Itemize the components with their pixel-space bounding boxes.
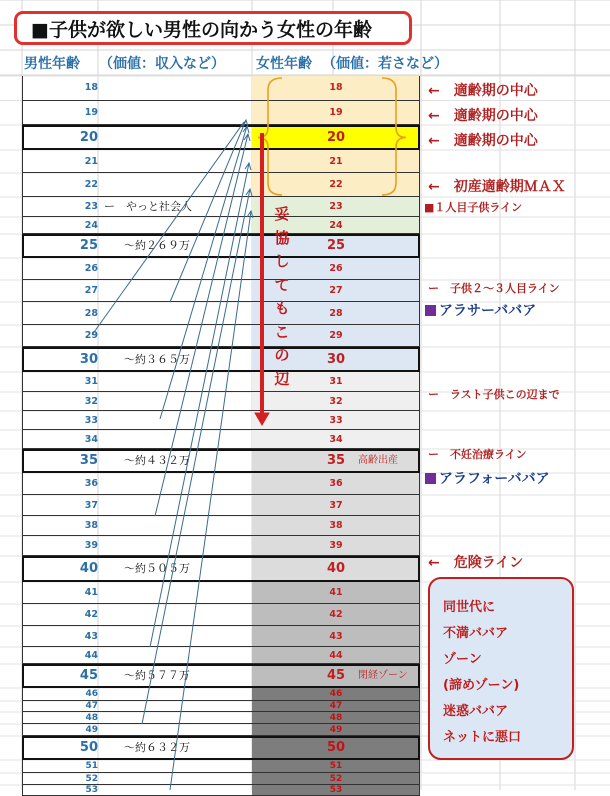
purple-square-icon: [425, 305, 436, 316]
female-age-cell: 18: [329, 82, 343, 93]
female-age-cell: 52: [329, 774, 343, 784]
female-age-cell: 35: [326, 453, 346, 468]
male-age-cell: 23: [84, 201, 98, 212]
female-age-cell: 37: [329, 500, 343, 511]
label-around30: アラサーババア: [425, 300, 536, 320]
box-line: (諦めゾーン): [443, 678, 520, 693]
female-age-cell: 29: [329, 330, 343, 341]
female-age-cell: 20: [326, 130, 346, 145]
female-age-cell: 21: [329, 156, 343, 167]
female-age-cell: 43: [329, 631, 343, 642]
male-age-cell: 26: [84, 263, 98, 274]
male-age-cell: 48: [85, 713, 98, 723]
female-age-cell: 53: [329, 785, 343, 795]
male-age-cell: 21: [84, 156, 98, 167]
female-age-cell: 41: [329, 587, 343, 598]
female-age-cell: 25: [326, 238, 346, 253]
female-age-cell: 32: [329, 396, 343, 407]
male-age-cell: 52: [85, 774, 98, 784]
vertical-char: 辺: [274, 369, 290, 388]
male-age-cell: 31: [84, 376, 98, 387]
female-age-cell: 30: [326, 352, 346, 367]
note-second-child: ー 子供２～３人目ライン: [428, 282, 560, 295]
male-age-cell: 50: [79, 740, 98, 755]
page-title: ■子供が欲しい男性の向かう女性の年齢: [14, 11, 412, 45]
salary-cell: ～約５７７万: [124, 669, 190, 682]
male-age-cell: 36: [84, 478, 98, 489]
female-age-cell: 33: [329, 415, 343, 426]
vertical-char: 協: [274, 228, 290, 247]
note-danger: ← 危険ライン: [428, 555, 524, 571]
female-age-cell: 44: [329, 650, 343, 661]
male-age-cell: 41: [84, 587, 98, 598]
male-age-cell: 28: [84, 308, 98, 319]
female-value-header: （価値：若さなど）: [322, 56, 448, 72]
male-age-cell: 33: [84, 415, 98, 426]
female-cell-note: 閉経ゾーン: [358, 670, 408, 681]
note-max-22: ← 初産適齢期ＭＡＸ: [428, 179, 566, 195]
vertical-char: し: [274, 252, 290, 270]
male-age-cell: 20: [79, 130, 98, 145]
salary-cell: ～約６３２万: [124, 741, 190, 754]
vertical-char: の: [274, 346, 290, 364]
vertical-char: て: [274, 275, 290, 294]
female-age-cell: 24: [329, 220, 343, 231]
male-age-cell: 40: [79, 561, 98, 576]
salary-cell: ～約５０５万: [124, 562, 190, 575]
male-age-cell: 30: [79, 352, 98, 367]
male-age-cell: 44: [84, 650, 98, 661]
male-age-cell: 27: [84, 285, 98, 296]
female-age-cell: 49: [329, 725, 343, 735]
male-age-header: 男性年齢: [24, 56, 80, 72]
female-age-cell: 38: [329, 520, 343, 531]
female-age-cell: 31: [329, 376, 343, 387]
salary-cell: ～約３６５万: [124, 353, 190, 366]
box-line: ネットに悪口: [443, 730, 522, 745]
female-age-cell: 28: [329, 308, 343, 319]
male-age-cell: 22: [84, 179, 98, 190]
box-line: 迷惑ババア: [443, 704, 509, 719]
male-age-cell: 29: [84, 330, 98, 341]
vertical-char: こ: [274, 322, 290, 341]
box-line: 不満ババア: [443, 626, 509, 641]
male-age-cell: 32: [84, 396, 98, 407]
female-age-cell: 50: [326, 740, 346, 755]
female-age-cell: 48: [329, 713, 343, 723]
note-first-child: ■１人目子供ライン: [424, 201, 523, 214]
salary-cell: ー やっと社会人: [104, 200, 192, 213]
compromise-vertical-text: [272, 203, 292, 391]
male-age-cell: 25: [79, 238, 98, 253]
female-cell-note: 高齢出産: [358, 455, 398, 466]
female-age-cell: 23: [329, 201, 343, 212]
vertical-char: も: [274, 299, 290, 317]
female-age-header: 女性年齢: [256, 56, 312, 72]
female-age-cell: 39: [329, 540, 343, 551]
male-age-cell: 43: [84, 631, 98, 642]
male-age-cell: 53: [85, 785, 98, 795]
female-age-cell: 27: [329, 285, 343, 296]
male-age-cell: 24: [84, 220, 98, 231]
box-line: ゾーン: [443, 652, 482, 667]
female-age-cell: 46: [329, 689, 343, 699]
male-age-cell: 34: [84, 434, 98, 445]
vertical-char: 妥: [274, 205, 290, 223]
male-age-cell: 47: [85, 701, 98, 711]
female-age-cell: 45: [326, 668, 346, 683]
male-age-cell: 49: [85, 725, 98, 735]
male-age-cell: 39: [84, 540, 98, 551]
female-age-cell: 26: [329, 263, 343, 274]
note-center-20: ← 適齢期の中心: [428, 133, 538, 149]
box-line: 同世代に: [443, 600, 496, 615]
female-age-cell: 36: [329, 478, 343, 489]
male-age-cell: 45: [79, 668, 98, 683]
note-center-19: ← 適齢期の中心: [428, 108, 538, 124]
female-age-cell: 19: [329, 106, 343, 118]
female-age-cell: 47: [329, 701, 343, 711]
complaint-zone-box: [428, 577, 574, 760]
note-center-18: ← 適齢期の中心: [428, 83, 538, 99]
female-age-cell: 40: [326, 561, 346, 576]
male-age-cell: 18: [84, 82, 98, 93]
label-around40: アラフォーババア: [425, 468, 550, 488]
purple-square-icon: [425, 473, 436, 484]
male-age-cell: 38: [84, 520, 98, 531]
female-age-cell: 22: [329, 179, 343, 190]
male-age-cell: 51: [85, 761, 98, 771]
male-age-cell: 19: [84, 106, 98, 118]
male-age-cell: 42: [84, 609, 98, 620]
salary-cell: ～約４３２万: [124, 454, 190, 467]
note-infertility: ー 不妊治療ライン: [428, 448, 527, 461]
female-age-cell: 34: [329, 434, 343, 445]
female-age-cell: 51: [329, 761, 343, 771]
male-age-cell: 35: [79, 453, 98, 468]
male-value-header: （価値：収入など）: [99, 56, 225, 72]
male-age-cell: 46: [85, 689, 98, 699]
note-last-child: ー ラスト子供この辺まで: [428, 388, 560, 401]
salary-cell: ～約２６９万: [124, 239, 190, 252]
male-age-cell: 37: [84, 500, 98, 511]
female-age-cell: 42: [329, 609, 343, 620]
